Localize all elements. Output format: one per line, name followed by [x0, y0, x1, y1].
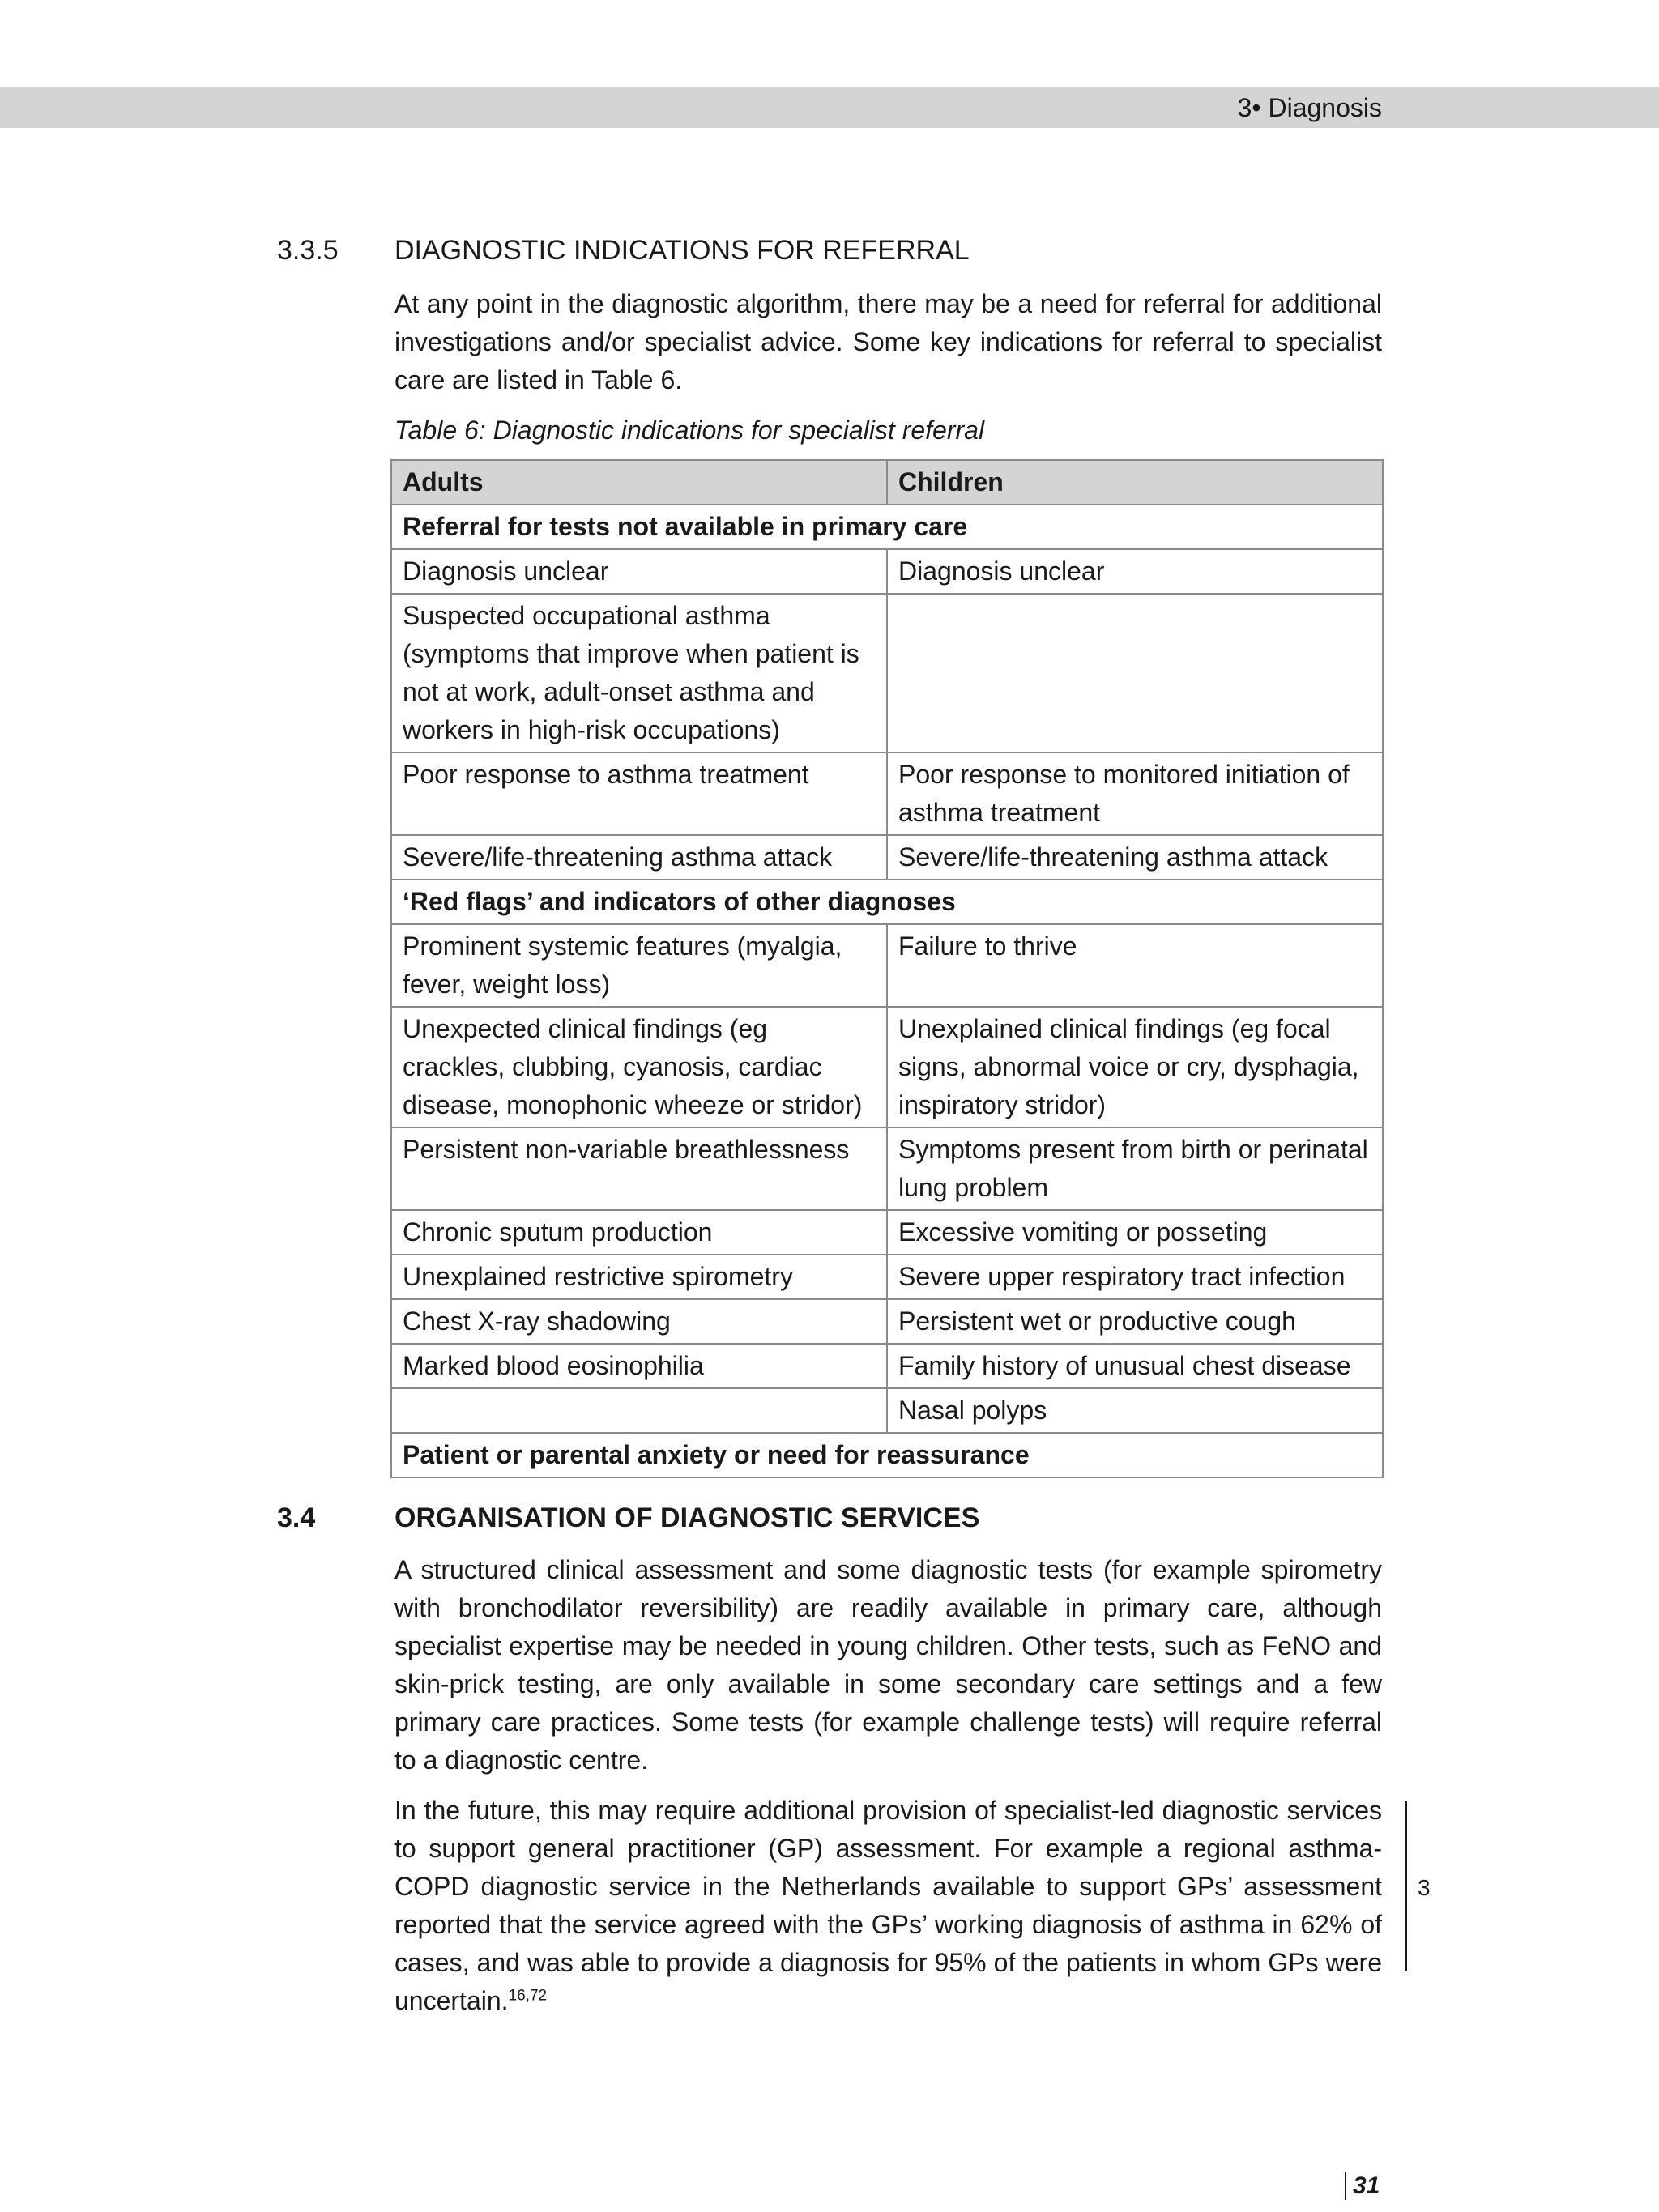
table-row	[391, 1299, 1383, 1344]
column-header-adults: Adults	[391, 460, 887, 505]
child-cell: Family history of unusual chest disease	[887, 1344, 1383, 1388]
section-335-paragraph: At any point in the diagnostic algorithm, there may be a need for referral for additional investigations and/or specialist advice. Some key indications for referral to specialist care are listed in Table 6.	[394, 289, 1382, 394]
adult-cell: Persistent non-variable breathlessness	[391, 1127, 887, 1210]
table-caption: Table 6: Diagnostic indications for specialist referral	[394, 416, 985, 445]
adult-cell: Unexpected clinical findings (eg crackles, clubbing, cyanosis, cardiac disease, monophonic wheeze or stridor)	[391, 1007, 887, 1127]
group-heading-tests: Referral for tests not available in primary care	[391, 505, 1383, 549]
table-row	[391, 1388, 1383, 1433]
child-cell: Persistent wet or productive cough	[887, 1299, 1383, 1344]
table-row	[391, 1007, 1383, 1127]
running-header: 3• Diagnosis	[1237, 93, 1382, 122]
page-number: 31	[1353, 2172, 1380, 2199]
adult-cell: Suspected occupational asthma (symptoms that improve when patient is not at work, adult-onset asthma and workers in high-risk occupations)	[391, 594, 887, 752]
table-group-row	[391, 505, 1383, 549]
referral-table	[390, 459, 1384, 1478]
adult-cell: Prominent systemic features (myalgia, fever, weight loss)	[391, 924, 887, 1007]
table-row	[391, 1255, 1383, 1299]
child-cell: Nasal polyps	[887, 1388, 1383, 1433]
table-header-row	[391, 460, 1383, 505]
column-header-children: Children	[887, 460, 1383, 505]
header-band	[0, 87, 1659, 128]
child-cell: Diagnosis unclear	[887, 549, 1383, 594]
table-row	[391, 549, 1383, 594]
table-group-row	[391, 880, 1383, 924]
paragraph-2-text: In the future, this may require additional provision of specialist-led diagnostic services to support general practitioner (GP) assessment. For example a regional asthma-COPD diagnostic service in the Netherlands available to support GPs’ assessment reported that the service agreed with the GPs’ working diagnosis of asthma in 62% of cases, and was able to provide a diagnosis for 95% of the patients in whom GPs were uncertain.	[394, 1796, 1382, 2015]
margin-rule	[1405, 1801, 1407, 1971]
table-row	[391, 1127, 1383, 1210]
child-cell: Poor response to monitored initiation of asthma treatment	[887, 752, 1383, 835]
section-title-335: DIAGNOSTIC INDICATIONS FOR REFERRAL	[394, 235, 970, 266]
child-cell: Excessive vomiting or posseting	[887, 1210, 1383, 1255]
table-row	[391, 835, 1383, 880]
adult-cell: Chest X-ray shadowing	[391, 1299, 887, 1344]
table-group-row	[391, 1433, 1383, 1477]
section-34-paragraph-1: A structured clinical assessment and some diagnostic tests (for example spirometry with bronchodilator reversibility) are readily available in primary care, although specialist expertise may be needed in young children. Other tests, such as FeNO and skin-prick testing, are only available in some secondary care settings and a few primary care practices. Some tests (for example challenge tests) will require referral to a diagnostic centre.	[394, 1555, 1382, 1775]
section-34-paragraph-2	[394, 1792, 1382, 2020]
group-heading-anxiety: Patient or parental anxiety or need for reassurance	[391, 1433, 1383, 1477]
adult-cell	[391, 1388, 887, 1433]
child-cell: Symptoms present from birth or perinatal lung problem	[887, 1127, 1383, 1210]
adult-cell: Chronic sputum production	[391, 1210, 887, 1255]
adult-cell: Poor response to asthma treatment	[391, 752, 887, 835]
section-number-34: 3.4	[277, 1502, 316, 1533]
table-row	[391, 1210, 1383, 1255]
adult-cell: Severe/life-threatening asthma attack	[391, 835, 887, 880]
chapter-tab: 3	[1418, 1875, 1431, 1900]
adult-cell: Diagnosis unclear	[391, 549, 887, 594]
table-row	[391, 752, 1383, 835]
table-row	[391, 924, 1383, 1007]
adult-cell: Unexplained restrictive spirometry	[391, 1255, 887, 1299]
group-heading-red-flags: ‘Red flags’ and indicators of other diagnoses	[391, 880, 1383, 924]
child-cell	[887, 594, 1383, 752]
table-row	[391, 594, 1383, 752]
child-cell: Severe upper respiratory tract infection	[887, 1255, 1383, 1299]
section-number-335: 3.3.5	[277, 235, 339, 266]
child-cell: Severe/life-threatening asthma attack	[887, 835, 1383, 880]
section-title-34: ORGANISATION OF DIAGNOSTIC SERVICES	[394, 1502, 980, 1533]
page-number-rule	[1345, 2172, 1346, 2200]
child-cell: Failure to thrive	[887, 924, 1383, 1007]
citation-superscript: 16,72	[508, 1987, 548, 2005]
adult-cell: Marked blood eosinophilia	[391, 1344, 887, 1388]
child-cell: Unexplained clinical findings (eg focal signs, abnormal voice or cry, dysphagia, inspiratory stridor)	[887, 1007, 1383, 1127]
table-row	[391, 1344, 1383, 1388]
